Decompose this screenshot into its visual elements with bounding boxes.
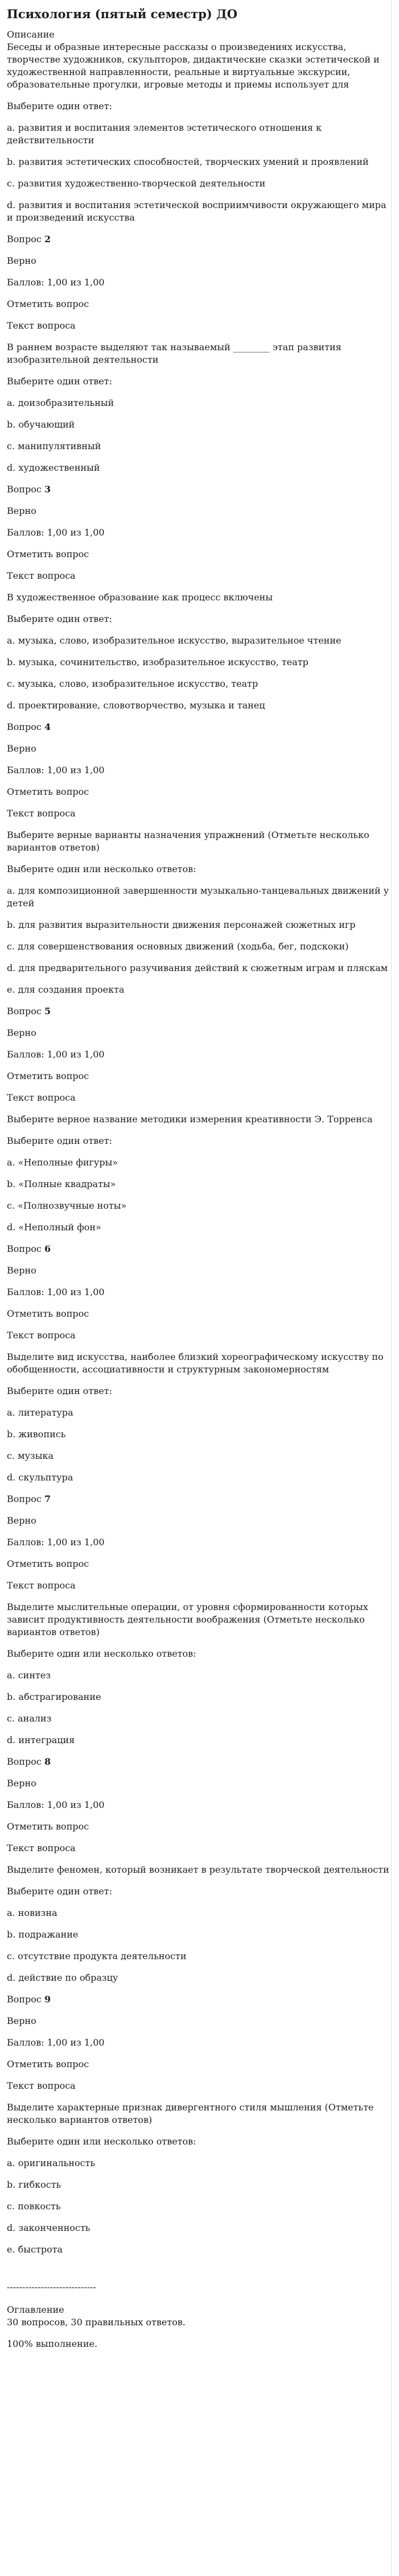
q9-answer-b: b. гибкость	[7, 2179, 61, 2190]
q2-text-label: Текст вопроса	[7, 320, 76, 331]
q6-flag-link[interactable]: Отметить вопрос	[7, 1308, 89, 1319]
q3-flag-link[interactable]: Отметить вопрос	[7, 549, 89, 559]
q6-label: Вопрос	[7, 1243, 42, 1254]
q3-text: В художественное образование как процесс включены	[7, 592, 273, 603]
q9-number: 9	[44, 1994, 51, 2005]
q3-answer-a: a. музыка, слово, изобразительное искусство, выразительное чтение	[7, 635, 342, 646]
right-divider	[391, 0, 392, 2576]
q8-answer-d: d. действие по образцу	[7, 1972, 118, 1983]
q2-answer-b: b. обучающий	[7, 419, 75, 430]
q6-score: Баллов: 1,00 из 1,00	[7, 1287, 105, 1297]
q8-text: Выделите феномен, который возникает в результате творческой деятельности	[7, 1864, 389, 1875]
q8-heading	[7, 1756, 392, 1768]
q4-text: Выберите верные варианты назначения упражнений (Отметьте несколько вариантов ответов)	[7, 829, 369, 853]
q2-answer-a: a. доизобразительный	[7, 397, 114, 408]
q5-text: Выберите верное название методики измерения креативности Э. Торренса	[7, 1114, 373, 1125]
q3-label: Вопрос	[7, 484, 42, 495]
q8-answer-b: b. подражание	[7, 1929, 79, 1940]
q5-score: Баллов: 1,00 из 1,00	[7, 1049, 105, 1060]
q3-answer-d: d. проектирование, словотворчество, музыка и танец	[7, 700, 265, 711]
q4-answer-d: d. для предварительного разучивания действий к сюжетным играм и пляскам	[7, 963, 388, 973]
q1-answer-c: c. развития художественно-творческой деятельности	[7, 178, 266, 189]
description-label: Описание	[7, 29, 55, 40]
q8-flag-link[interactable]: Отметить вопрос	[7, 1821, 89, 1832]
q4-heading	[7, 721, 392, 733]
q5-answer-c: c. «Полнозвучные ноты»	[7, 1200, 127, 1211]
toc-label[interactable]: Оглавление	[7, 2304, 64, 2315]
q1-answer-a: a. развития и воспитания элементов эстетического отношения к действительности	[7, 122, 322, 146]
q6-answer-a: a. литература	[7, 1407, 73, 1418]
q4-answer-b: b. для развития выразительности движения персонажей сюжетных игр	[7, 919, 356, 930]
q2-answer-d: d. художественный	[7, 462, 100, 473]
q7-flag-link[interactable]: Отметить вопрос	[7, 1558, 89, 1569]
q7-prompt: Выберите один или несколько ответов:	[7, 1648, 196, 1659]
summary-text: 30 вопросов, 30 правильных ответов.	[7, 2317, 186, 2328]
q8-status: Верно	[7, 1778, 36, 1789]
separator-line: -----------------------------	[7, 2282, 96, 2292]
q3-prompt: Выберите один ответ:	[7, 613, 113, 624]
q1-answer-b: b. развития эстетических способностей, творческих умений и проявлений	[7, 156, 369, 167]
q4-label: Вопрос	[7, 721, 42, 732]
q4-status: Верно	[7, 743, 36, 754]
q7-answer-b: b. абстрагирование	[7, 1691, 101, 1702]
q7-answer-d: d. интеграция	[7, 1735, 75, 1745]
q3-status: Верно	[7, 505, 36, 516]
q9-score: Баллов: 1,00 из 1,00	[7, 2037, 105, 2048]
q2-heading	[7, 233, 392, 246]
q7-heading	[7, 1493, 392, 1505]
q1-prompt: Выберите один ответ:	[7, 101, 113, 111]
q9-text-label: Текст вопроса	[7, 2080, 76, 2091]
q7-answer-a: a. синтез	[7, 1670, 51, 1681]
q4-prompt: Выберите один или несколько ответов:	[7, 864, 196, 874]
q6-answer-b: b. живопись	[7, 1429, 66, 1440]
q6-heading	[7, 1243, 392, 1255]
q8-answer-c: c. отсутствие продукта деятельности	[7, 1951, 187, 1961]
q5-prompt: Выберите один ответ:	[7, 1135, 113, 1146]
q6-text-label: Текст вопроса	[7, 1330, 76, 1341]
q4-score: Баллов: 1,00 из 1,00	[7, 765, 105, 775]
q9-answer-a: a. оригинальность	[7, 2158, 96, 2168]
q5-label: Вопрос	[7, 1006, 42, 1017]
q9-heading	[7, 1993, 392, 2006]
q8-label: Вопрос	[7, 1756, 42, 1767]
q8-prompt: Выберите один ответ:	[7, 1886, 113, 1897]
q7-label: Вопрос	[7, 1494, 42, 1504]
q3-answer-c: c. музыка, слово, изобразительное искусство, театр	[7, 678, 258, 689]
q2-number: 2	[44, 234, 51, 244]
q1-answer-d: d. развития и воспитания эстетической восприимчивости окружающего мира и произведений искусства	[7, 200, 386, 223]
q9-answer-d: d. законченность	[7, 2222, 91, 2233]
q7-score: Баллов: 1,00 из 1,00	[7, 1537, 105, 1548]
q7-status: Верно	[7, 1515, 36, 1526]
q9-status: Верно	[7, 2015, 36, 2026]
q9-answer-e: e. быстрота	[7, 2244, 63, 2255]
q6-status: Верно	[7, 1265, 36, 1276]
q7-text-label: Текст вопроса	[7, 1580, 76, 1591]
q3-text-label: Текст вопроса	[7, 570, 76, 581]
q4-number: 4	[44, 721, 51, 732]
q5-answer-d: d. «Неполный фон»	[7, 1222, 101, 1233]
q6-answer-d: d. скульптура	[7, 1472, 73, 1483]
q8-score: Баллов: 1,00 из 1,00	[7, 1799, 105, 1810]
q4-text-label: Текст вопроса	[7, 808, 76, 819]
q6-text: Выделите вид искусства, наиболее близкий хореографическому искусству по обобщенности, ассоциативности и структурным закономерностям	[7, 1351, 384, 1375]
q7-answer-c: c. анализ	[7, 1713, 52, 1724]
q2-flag-link[interactable]: Отметить вопрос	[7, 298, 89, 309]
q3-score: Баллов: 1,00 из 1,00	[7, 527, 105, 538]
q6-number: 6	[44, 1243, 51, 1254]
q2-label: Вопрос	[7, 234, 42, 244]
q3-number: 3	[44, 484, 51, 495]
q5-heading	[7, 1005, 392, 1018]
q3-heading	[7, 483, 392, 496]
completion-text: 100% выполнение.	[7, 2338, 98, 2349]
q5-text-label: Текст вопроса	[7, 1092, 76, 1103]
q4-answer-e: e. для создания проекта	[7, 984, 125, 995]
q9-flag-link[interactable]: Отметить вопрос	[7, 2059, 89, 2069]
q5-answer-a: a. «Неполные фигуры»	[7, 1157, 118, 1168]
q8-answer-a: a. новизна	[7, 1907, 57, 1918]
q8-text-label: Текст вопроса	[7, 1843, 76, 1853]
description-text: Беседы и образные интересные рассказы о произведениях искусства, творчестве художников, скульпторов, дидактические сказки эстетической и художественной направленности, реальные и виртуальные экскурсии, образовательные прогулки, игровые методы и приемы использует для	[7, 42, 380, 90]
q4-flag-link[interactable]: Отметить вопрос	[7, 786, 89, 797]
q5-number: 5	[44, 1006, 51, 1017]
q5-answer-b: b. «Полные квадраты»	[7, 1179, 116, 1189]
q6-prompt: Выберите один ответ:	[7, 1386, 113, 1396]
q9-prompt: Выберите один или несколько ответов:	[7, 2136, 196, 2147]
q6-answer-c: c. музыка	[7, 1450, 54, 1461]
q4-answer-c: c. для совершенствования основных движений (ходьба, бег, подскоки)	[7, 941, 349, 952]
q7-number: 7	[44, 1494, 51, 1504]
q2-score: Баллов: 1,00 из 1,00	[7, 277, 105, 288]
q2-prompt: Выберите один ответ:	[7, 376, 113, 387]
q9-answer-c: c. повкость	[7, 2201, 61, 2212]
q5-flag-link[interactable]: Отметить вопрос	[7, 1071, 89, 1081]
q5-status: Верно	[7, 1027, 36, 1038]
q8-number: 8	[44, 1756, 51, 1767]
q2-text: В раннем возрасте выделяют так называемый ________ этап развития изобразительной деятельности	[7, 342, 342, 365]
q2-status: Верно	[7, 255, 36, 266]
q4-answer-a: a. для композиционной завершенности музыкально-танцевальных движений у детей	[7, 885, 389, 909]
q7-text: Выделите мыслительные операции, от уровня сформированности которых зависит продуктивность деятельности воображения (Отметьте несколько вариантов ответов)	[7, 1602, 368, 1637]
page-title: Психология (пятый семестр) ДО	[7, 7, 238, 21]
q2-answer-c: c. манипулятивный	[7, 441, 101, 451]
q3-answer-b: b. музыка, сочинительство, изобразительное искусство, театр	[7, 657, 308, 667]
q9-text: Выделите характерные признак дивергентного стиля мышления (Отметьте несколько вариантов ответов)	[7, 2102, 374, 2125]
q9-label: Вопрос	[7, 1994, 42, 2005]
